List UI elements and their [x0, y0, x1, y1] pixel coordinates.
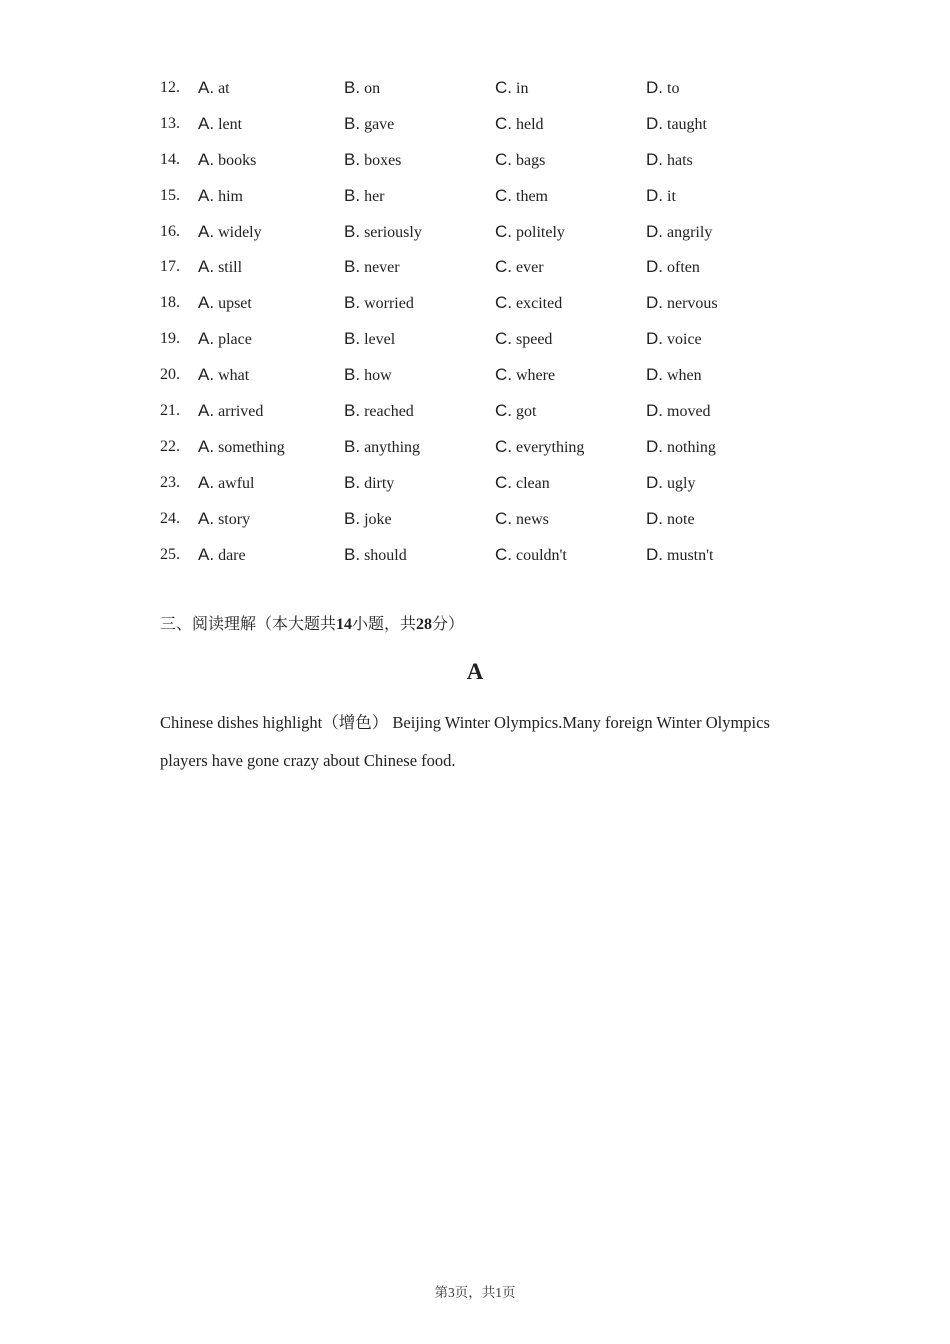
- option-letter: C.: [495, 293, 512, 313]
- option-text: what: [218, 367, 250, 385]
- option-b: [344, 321, 395, 358]
- option-letter: A.: [198, 544, 215, 564]
- option-c: [495, 142, 545, 179]
- option-text: widely: [218, 223, 262, 241]
- option-text: bags: [516, 151, 546, 169]
- option-b: [344, 429, 420, 466]
- option-letter: C.: [495, 436, 512, 456]
- option-letter: D.: [646, 365, 663, 385]
- option-letter: B.: [344, 113, 361, 133]
- option-text: should: [364, 546, 407, 564]
- option-text: got: [516, 403, 537, 421]
- option-b: [344, 178, 385, 215]
- option-text: mustn't: [667, 546, 714, 564]
- option-letter: A.: [198, 113, 215, 133]
- option-text: seriously: [364, 223, 422, 241]
- option-c: [495, 393, 536, 430]
- option-letter: B.: [344, 544, 361, 564]
- option-text: awful: [218, 474, 255, 492]
- option-text: him: [218, 187, 243, 205]
- option-text: gave: [364, 115, 395, 133]
- option-c: [495, 285, 562, 322]
- option-b: [344, 285, 414, 322]
- section-title-suffix: 分）: [432, 616, 465, 633]
- option-letter: C.: [495, 544, 512, 564]
- question-number: 15.: [160, 186, 180, 204]
- option-letter: C.: [495, 221, 512, 241]
- option-b: [344, 249, 400, 286]
- option-d: [646, 178, 676, 215]
- option-text: them: [516, 187, 548, 205]
- option-letter: D.: [646, 293, 663, 313]
- total-score: 28: [416, 616, 433, 633]
- option-text: on: [364, 80, 381, 97]
- option-text: joke: [364, 510, 392, 528]
- option-b: [344, 357, 392, 394]
- option-d: [646, 393, 711, 430]
- page-footer: 第3页，共1页: [434, 1285, 516, 1300]
- question-number: 24.: [160, 509, 180, 527]
- question-row: [160, 465, 800, 501]
- option-d: [646, 249, 700, 286]
- option-text: place: [218, 331, 252, 349]
- option-b: [344, 393, 414, 430]
- option-letter: B.: [344, 329, 361, 349]
- option-text: worried: [364, 295, 414, 313]
- question-row: [160, 285, 800, 321]
- option-a: [198, 214, 262, 251]
- option-c: [495, 214, 565, 251]
- option-letter: D.: [646, 508, 663, 528]
- option-letter: A.: [198, 401, 215, 421]
- question-row: [160, 393, 800, 429]
- passage-text: Chinese dishes highlight（增色） Beijing Winter Olympics.Many foreign Winter Olympics players have gone crazy about Chinese food.: [160, 713, 770, 770]
- option-text: voice: [667, 331, 702, 349]
- option-c: [495, 249, 544, 286]
- option-c: [495, 501, 549, 538]
- option-a: [198, 501, 250, 538]
- section-title: [160, 612, 464, 638]
- option-a: [198, 357, 249, 394]
- option-text: upset: [218, 295, 252, 313]
- passage-heading: A: [466, 659, 484, 684]
- option-letter: C.: [495, 508, 512, 528]
- option-a: [198, 142, 256, 179]
- question-number: 16.: [160, 222, 180, 240]
- question-row: [160, 321, 800, 357]
- option-text: nervous: [667, 295, 718, 313]
- option-text: angrily: [667, 223, 713, 241]
- option-text: where: [516, 367, 556, 385]
- option-letter: B.: [344, 508, 361, 528]
- option-text: moved: [667, 403, 711, 421]
- question-number: 18.: [160, 294, 180, 312]
- option-d: [646, 465, 695, 502]
- option-b: [344, 214, 422, 251]
- question-number: 17.: [160, 258, 180, 276]
- question-row: [160, 142, 800, 178]
- option-c: [495, 465, 550, 502]
- option-letter: A.: [198, 257, 215, 277]
- question-row: [160, 214, 800, 250]
- option-letter: A.: [198, 78, 215, 97]
- option-c: [495, 321, 552, 358]
- question-number: 22.: [160, 437, 180, 455]
- option-d: [646, 70, 679, 107]
- option-letter: D.: [646, 401, 663, 421]
- option-letter: C.: [495, 149, 512, 169]
- option-b: [344, 537, 407, 574]
- question-number: 12.: [160, 79, 180, 96]
- option-a: [198, 249, 242, 286]
- option-text: reached: [364, 403, 414, 421]
- option-d: [646, 285, 718, 322]
- question-row: [160, 537, 800, 573]
- option-c: [495, 429, 584, 466]
- option-text: still: [218, 259, 243, 277]
- option-letter: C.: [495, 257, 512, 277]
- question-list: [160, 70, 800, 572]
- option-a: [198, 178, 243, 215]
- option-letter: A.: [198, 149, 215, 169]
- option-letter: D.: [646, 221, 663, 241]
- option-text: at: [218, 80, 230, 97]
- option-letter: D.: [646, 113, 663, 133]
- option-c: [495, 537, 567, 574]
- option-d: [646, 357, 702, 394]
- option-text: it: [667, 187, 676, 205]
- option-letter: A.: [198, 185, 215, 205]
- option-d: [646, 321, 702, 358]
- option-a: [198, 106, 242, 143]
- option-text: nothing: [667, 438, 716, 456]
- option-c: [495, 357, 555, 394]
- option-letter: A.: [198, 365, 215, 385]
- question-row: [160, 429, 800, 465]
- option-letter: A.: [198, 293, 215, 313]
- option-letter: D.: [646, 472, 663, 492]
- option-letter: D.: [646, 436, 663, 456]
- option-a: [198, 429, 285, 466]
- option-letter: B.: [344, 185, 361, 205]
- option-letter: B.: [344, 78, 361, 97]
- option-letter: C.: [495, 472, 512, 492]
- option-letter: B.: [344, 365, 361, 385]
- option-text: often: [667, 259, 700, 277]
- option-text: to: [667, 80, 680, 97]
- option-text: dare: [218, 546, 246, 564]
- question-number: 19.: [160, 330, 180, 348]
- question-row: [160, 70, 800, 106]
- option-letter: A.: [198, 472, 215, 492]
- question-row: [160, 501, 800, 537]
- option-text: her: [364, 187, 385, 205]
- question-number: 13.: [160, 114, 180, 132]
- option-letter: C.: [495, 78, 512, 97]
- option-text: arrived: [218, 403, 264, 421]
- option-a: [198, 393, 263, 430]
- option-a: [198, 537, 246, 574]
- option-letter: A.: [198, 508, 215, 528]
- option-text: something: [218, 438, 285, 456]
- option-letter: C.: [495, 185, 512, 205]
- question-row: [160, 178, 800, 214]
- question-row: [160, 357, 800, 393]
- option-text: ever: [516, 259, 544, 277]
- option-letter: B.: [344, 293, 361, 313]
- question-count: 14: [336, 616, 353, 633]
- option-text: anything: [364, 438, 421, 456]
- option-b: [344, 465, 394, 502]
- option-letter: B.: [344, 401, 361, 421]
- option-d: [646, 501, 695, 538]
- option-c: [495, 106, 544, 143]
- option-letter: B.: [344, 221, 361, 241]
- option-text: held: [516, 115, 544, 133]
- option-text: in: [516, 80, 529, 97]
- option-text: ugly: [667, 474, 696, 492]
- option-a: [198, 70, 230, 107]
- option-text: hats: [667, 151, 693, 169]
- option-text: boxes: [364, 151, 402, 169]
- option-letter: B.: [344, 149, 361, 169]
- option-c: [495, 70, 528, 107]
- option-letter: D.: [646, 257, 663, 277]
- section-title-prefix: 三、阅读理解（本大题共: [160, 616, 337, 633]
- option-d: [646, 142, 693, 179]
- option-letter: A.: [198, 221, 215, 241]
- option-text: story: [218, 510, 251, 528]
- option-letter: B.: [344, 436, 361, 456]
- question-row: [160, 106, 800, 142]
- option-letter: C.: [495, 401, 512, 421]
- option-letter: D.: [646, 185, 663, 205]
- option-text: news: [516, 510, 549, 528]
- option-text: books: [218, 151, 257, 169]
- option-text: politely: [516, 223, 565, 241]
- option-d: [646, 429, 716, 466]
- option-letter: D.: [646, 149, 663, 169]
- option-c: [495, 178, 548, 215]
- option-d: [646, 537, 713, 574]
- option-text: note: [667, 510, 695, 528]
- option-text: dirty: [364, 474, 395, 492]
- option-letter: C.: [495, 365, 512, 385]
- option-text: everything: [516, 438, 585, 456]
- option-letter: C.: [495, 329, 512, 349]
- option-letter: A.: [198, 436, 215, 456]
- option-d: [646, 214, 712, 251]
- option-letter: D.: [646, 78, 663, 97]
- option-b: [344, 142, 401, 179]
- option-letter: D.: [646, 544, 663, 564]
- option-a: [198, 465, 255, 502]
- option-text: how: [364, 367, 392, 385]
- option-text: when: [667, 367, 702, 385]
- option-text: never: [364, 259, 400, 277]
- option-text: couldn't: [516, 546, 567, 564]
- option-text: taught: [667, 115, 707, 133]
- option-text: excited: [516, 295, 563, 313]
- question-number: 23.: [160, 473, 180, 491]
- option-text: clean: [516, 474, 550, 492]
- option-text: level: [364, 331, 396, 349]
- option-letter: B.: [344, 257, 361, 277]
- option-d: [646, 106, 707, 143]
- option-b: [344, 70, 380, 107]
- question-number: 21.: [160, 402, 180, 420]
- option-text: lent: [218, 115, 243, 133]
- option-a: [198, 285, 252, 322]
- question-number: 14.: [160, 150, 180, 168]
- option-letter: C.: [495, 113, 512, 133]
- question-row: [160, 249, 800, 285]
- option-text: speed: [516, 331, 553, 349]
- option-letter: B.: [344, 472, 361, 492]
- question-number: 25.: [160, 545, 180, 563]
- section-title-middle: 小题，共: [352, 616, 417, 633]
- question-number: 20.: [160, 366, 180, 384]
- option-letter: A.: [198, 329, 215, 349]
- option-b: [344, 501, 392, 538]
- option-letter: D.: [646, 329, 663, 349]
- option-a: [198, 321, 252, 358]
- option-b: [344, 106, 394, 143]
